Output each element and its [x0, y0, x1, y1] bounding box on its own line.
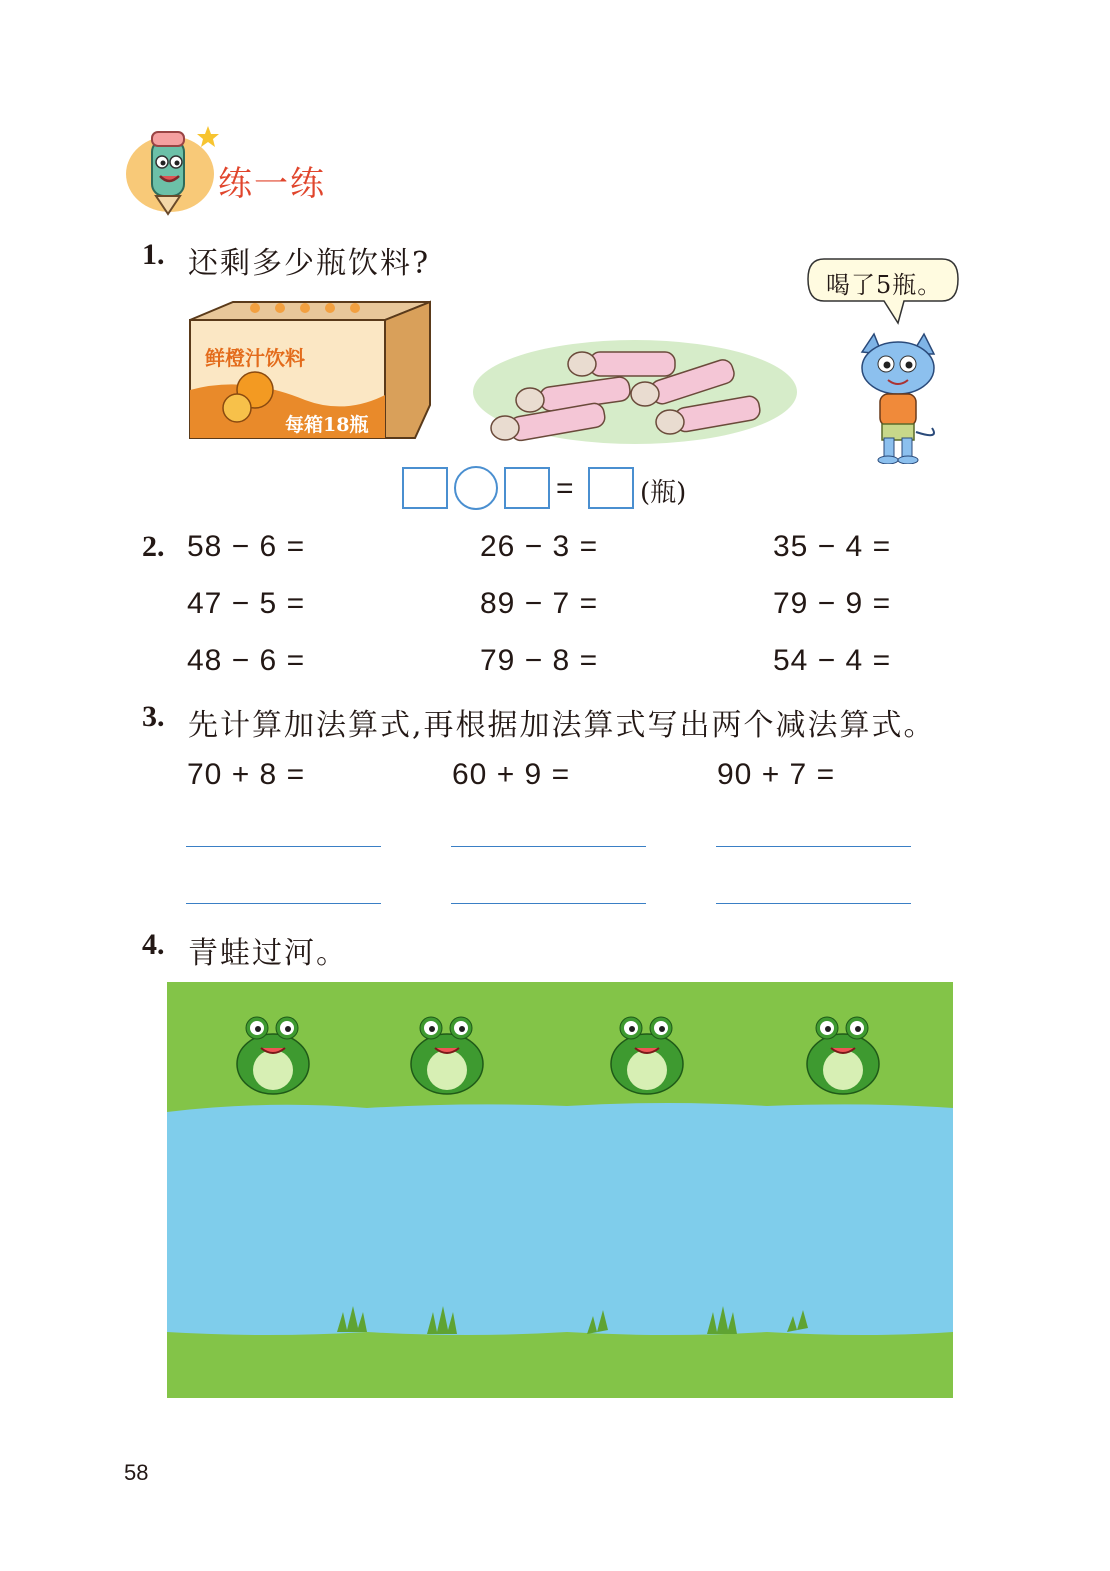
q2-r2-c2: 89 − 7 =: [480, 587, 599, 620]
question-1-number: 1.: [142, 238, 165, 271]
pencil-mascot-icon: [122, 122, 222, 217]
section-title: 练一练: [218, 164, 326, 204]
question-1-text: 还剩多少瓶饮料?: [188, 246, 431, 281]
unit-label: (瓶): [640, 478, 687, 508]
frog-icon: [599, 1004, 695, 1100]
juice-box-brand: 鲜橙汁饮料: [205, 346, 305, 370]
bottles-icon: [470, 330, 800, 460]
q3-equation-1: 70 + 8 =: [187, 758, 306, 791]
q2-r3-c2: 79 − 8 =: [480, 644, 599, 677]
answer-line-2b[interactable]: [451, 903, 646, 904]
frog-icon: [399, 1004, 495, 1100]
question-3-number: 3.: [142, 700, 165, 733]
q2-r2-c1: 47 − 5 =: [187, 587, 306, 620]
frog-river-scene: [167, 982, 953, 1398]
juice-box-illustration: [185, 290, 435, 450]
empty-bottles-illustration: [470, 330, 800, 460]
cat-character-illustration: [852, 332, 944, 464]
section-header: [122, 122, 382, 217]
answer-line-2a[interactable]: [451, 846, 646, 847]
operator-circle[interactable]: [454, 466, 498, 510]
q2-r3-c3: 54 − 4 =: [773, 644, 892, 677]
question-2-number: 2.: [142, 530, 165, 563]
juice-box-count: 每箱18瓶: [285, 414, 369, 436]
page-number: 58: [124, 1460, 149, 1485]
q2-r1-c3: 35 − 4 =: [773, 530, 892, 563]
q2-r1-c2: 26 − 3 =: [480, 530, 599, 563]
answer-line-3a[interactable]: [716, 846, 911, 847]
answer-box-minuend[interactable]: [402, 467, 448, 509]
answer-line-1a[interactable]: [186, 846, 381, 847]
frog-icon: [795, 1004, 891, 1100]
frog-icon: [225, 1004, 321, 1100]
equals-sign: =: [556, 472, 575, 505]
answer-line-3b[interactable]: [716, 903, 911, 904]
speech-bubble: [804, 255, 962, 327]
answer-line-1b[interactable]: [186, 903, 381, 904]
cat-icon: [852, 332, 944, 464]
q2-r2-c3: 79 − 9 =: [773, 587, 892, 620]
question-4-number: 4.: [142, 928, 165, 961]
answer-box-result[interactable]: [588, 467, 634, 509]
question-3-text: 先计算加法算式,再根据加法算式写出两个减法算式。: [188, 708, 936, 743]
q2-r3-c1: 48 − 6 =: [187, 644, 306, 677]
answer-box-subtrahend[interactable]: [504, 467, 550, 509]
q2-r1-c1: 58 − 6 =: [187, 530, 306, 563]
q3-equation-2: 60 + 9 =: [452, 758, 571, 791]
speech-bubble-text: 喝了5瓶。: [826, 271, 943, 299]
question-4-text: 青蛙过河。: [188, 936, 348, 971]
q3-equation-3: 90 + 7 =: [717, 758, 836, 791]
